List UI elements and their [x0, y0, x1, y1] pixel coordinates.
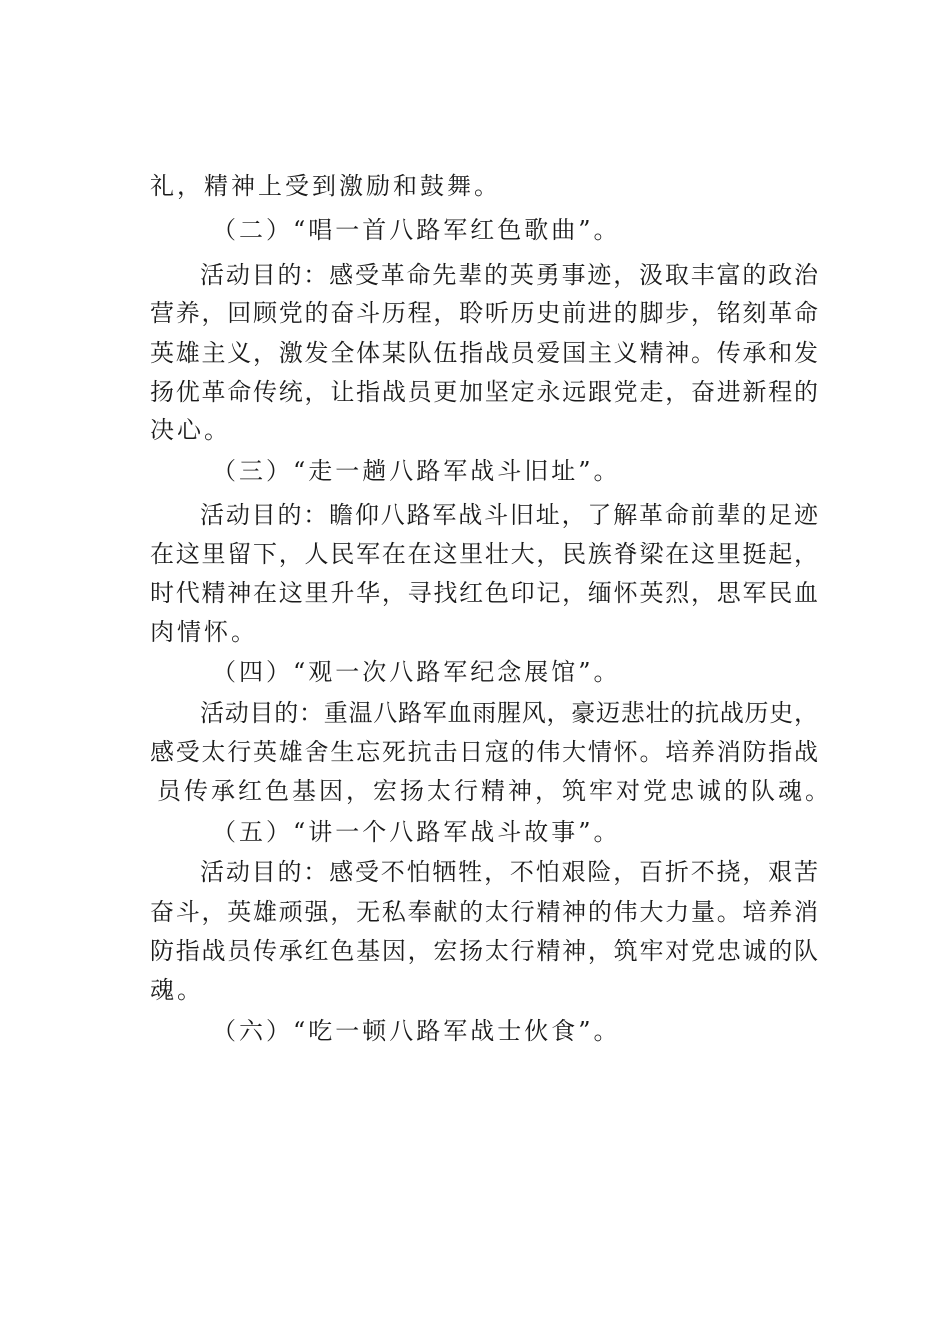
section-4-purpose-line-1: 活动目的：重温八路军血雨腥风，豪迈悲壮的抗战历史， [200, 699, 818, 727]
section-2-purpose-line-3: 英雄主义，激发全体某队伍指战员爱国主义精神。传承和发 [150, 339, 818, 367]
section-4-purpose-line-2: 感受太行英雄舍生忘死抗击日寇的伟大情怀。培养消防指战 [150, 738, 818, 766]
section-3-purpose-line-2: 在这里留下，人民军在在这里壮大，民族脊梁在这里挺起， [150, 540, 818, 568]
section-heading-3: （三）“走一趟八路军战斗旧址”。 [212, 457, 621, 485]
section-5-purpose-line-1: 活动目的：感受不怕牺牲，不怕艰险，百折不挠，艰苦 [200, 858, 818, 886]
section-3-purpose-line-3: 时代精神在这里升华，寻找红色印记，缅怀英烈，思军民血 [150, 579, 818, 607]
section-5-purpose-line-2: 奋斗，英雄顽强，无私奉献的太行精神的伟大力量。培养消 [150, 898, 818, 926]
section-heading-6: （六）“吃一顿八路军战士伙食”。 [212, 1017, 621, 1045]
section-2-purpose-line-2: 营养，回顾党的奋斗历程，聆听历史前进的脚步，铭刻革命 [150, 299, 818, 327]
section-heading-2: （二）“唱一首八路军红色歌曲”。 [212, 216, 621, 244]
section-2-purpose-line-4: 扬优革命传统，让指战员更加坚定永远跟党走，奋进新程的 [150, 378, 818, 406]
section-5-purpose-line-4: 魂。 [150, 976, 204, 1004]
section-5-purpose-line-3: 防指战员传承红色基因，宏扬太行精神，筑牢对党忠诚的队 [150, 937, 818, 965]
section-heading-5: （五）“讲一个八路军战斗故事”。 [212, 818, 621, 846]
section-3-purpose-line-4: 肉情怀。 [150, 618, 258, 646]
section-2-purpose-line-1: 活动目的：感受革命先辈的英勇事迹，汲取丰富的政治 [200, 261, 818, 289]
paragraph-continuation: 礼，精神上受到激励和鼓舞。 [150, 172, 501, 200]
section-heading-4: （四）“观一次八路军纪念展馆”。 [212, 658, 621, 686]
section-2-purpose-line-5: 决心。 [150, 416, 231, 444]
section-3-purpose-line-1: 活动目的：瞻仰八路军战斗旧址，了解革命前辈的足迹 [200, 501, 818, 529]
section-4-purpose-line-3: 员传承红色基因，宏扬太行精神，筑牢对党忠诚的队魂。 [157, 777, 832, 805]
